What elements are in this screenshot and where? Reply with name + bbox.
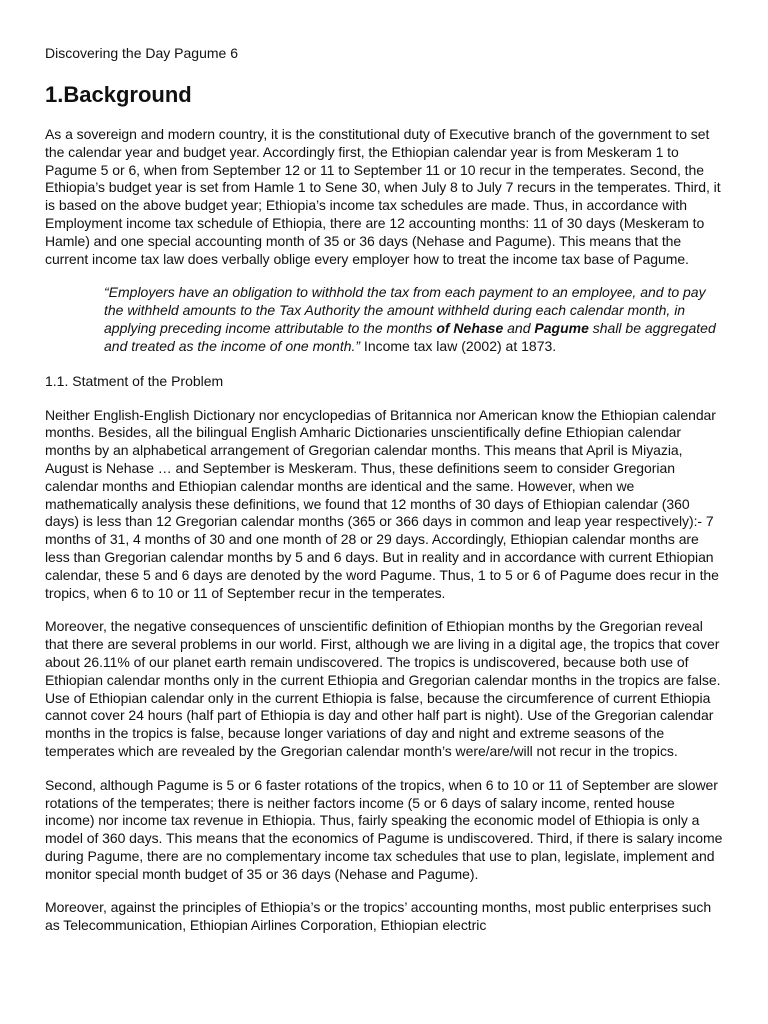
background-paragraph: As a sovereign and modern country, it is the constitutional duty of Executive branch of the government to set the calendar year and budget year. Accordingly first, the Ethiopian calendar year is from Meskeram 1 to Pagume 5 or 6, when from September 12 or 11 to September 11 or 10 recur in the temperates. Second, the Ethiopia’s budget year is set from Hamle 1 to Sene 30, when July 8 to July 7 recurs in the temperates. Third, it is based on the above budget year; Ethiopia’s income tax schedules are made. Thus, in accordance with Employment income tax schedule of Ethiopia, there are 12 accounting months: 11 of 30 days (Meskeram to Hamle) and one special accounting month of 35 or 36 days (Nehase and Pagume). This means that the current income tax law does verbally oblige every employer how to treat the income tax base of Pagume. — [45, 126, 721, 267]
running-title: Discovering the Day Pagume 6 — [45, 45, 238, 61]
problem-paragraph-3: Second, although Pagume is 5 or 6 faster rotations of the tropics, when 6 to 10 or 11 of September are slower rotations of the temperates; there is neither factors income (5 or 6 days of salary income, rented house income) nor income tax revenue in Ethiopia. Thus, fairly speaking the economic model of Ethiopia is only a model of 360 days. This means that the economics of Pagume is undiscovered. Third, if there is salary income during Pagume, there are no complementary income tax schedules that use to plan, legislate, implement and monitor special month budget of 35 or 36 days (Nehase and Pagume). — [45, 776, 723, 882]
quote-text-before: “Employers have an obligation to withhold the tax from each payment to an employee, and to pay the withheld amounts to the Tax Authority the amount withheld during each calendar month, in applying preceding income attributable to the months — [104, 284, 706, 336]
problem-paragraph-2: Moreover, the negative consequences of unscientific definition of Ethiopian months by the Gregorian reveal that there are several problems in our world. First, although we are living in a digital age, the tropics that cover about 26.11% of our planet earth remain undiscovered. The tropics is undiscovered, because both use of Ethiopian calendar months only in the current Ethiopia and Gregorian calendar months in the tropics are false. Use of Ethiopian calendar only in the current Ethiopia is false, because the circumference of current Ethiopia cannot cover 24 hours (half part of Ethiopia is day and other half part is night). Use of the Gregorian calendar months in the tropics is false, because longer variations of day and night and extreme seasons of the temperates which are revealed by the Gregorian calendar month’s were/are/will not recur in the tropics. — [45, 618, 721, 759]
quote-bold-nehase: of Nehase — [436, 319, 504, 336]
income-tax-law-quote — [45, 284, 727, 355]
subsection-heading-problem: 1.1. Statment of the Problem — [45, 372, 224, 389]
problem-paragraph-1: Neither English-English Dictionary nor encyclopedias of Britannica nor American know the Ethiopian calendar months. Besides, all the bilingual English Amharic Dictionaries unscientifically define Ethiopian calendar months by an alphabetical arrangement of Gregorian calendar months. This means that April is Miyazia, August is Nehase … and September is Meskeram. Thus, these definitions seem to consider Gregorian calendar months and Ethiopian calendar months are identical and the same. However, when we mathematically analysis these definitions, we found that 12 months of 30 days of Ethiopian calendar (360 days) is less than 12 Gregorian calendar months (365 or 366 days in common and leap year respectively):- 7 months of 31, 4 months of 30 and one month of 28 or 29 days. Accordingly, Ethiopian calendar months are less than Gregorian calendar months by 5 and 6 days. But in reality and in accordance with current Ethiopian calendar, these 5 and 6 days are denoted by the word Pagume. Thus, 1 to 5 or 6 of Pagume does recur in the tropics, when 6 to 10 or 11 of September recur in the temperates. — [45, 406, 719, 601]
quote-citation: Income tax law (2002) at 1873. — [360, 337, 557, 354]
document-page — [45, 44, 727, 951]
section-heading-background: 1.Background — [45, 82, 192, 107]
problem-paragraph-4: Moreover, against the principles of Ethiopia’s or the tropics’ accounting months, most public enterprises such as Telecommunication, Ethiopian Airlines Corporation, Ethiopian electric — [45, 899, 712, 934]
quote-bold-pagume: Pagume — [534, 319, 589, 336]
quote-text-and: and — [503, 319, 535, 336]
quote-text-after: shall be aggregated and treated as the income of one month.” — [104, 319, 716, 354]
